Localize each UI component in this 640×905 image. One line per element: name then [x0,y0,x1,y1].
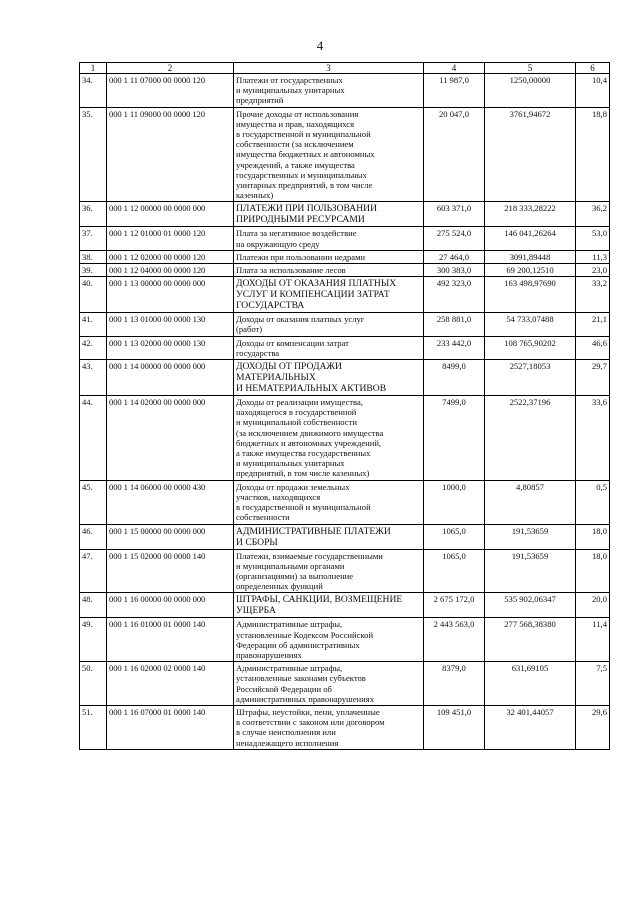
actual-amount-cell: 3761,94672 [485,107,576,202]
budget-code-cell: 000 1 12 04000 00 0000 120 [107,264,234,277]
budget-code-cell: 000 1 16 07000 01 0000 140 [107,705,234,749]
plan-amount-cell: 492 323,0 [424,277,485,313]
actual-amount-cell: 2527,18053 [485,360,576,396]
revenue-name-cell: Плата за использование лесов [234,264,424,277]
budget-code-cell: 000 1 12 01000 01 0000 120 [107,227,234,250]
revenue-name-cell: Административные штрафы, установленные Кодексом Российской Федерации об административных правонарушениях [234,618,424,662]
budget-code-cell: 000 1 13 01000 00 0000 130 [107,313,234,336]
revenue-name-cell: Административные штрафы, установленные законами субъектов Российской Федерации об административных правонарушениях [234,662,424,706]
revenue-name-cell: ДОХОДЫ ОТ ПРОДАЖИ МАТЕРИАЛЬНЫХ И НЕМАТЕРИАЛЬНЫХ АКТИВОВ [234,360,424,396]
actual-amount-cell: 3091,89448 [485,250,576,263]
execution-percent-cell: 33,2 [576,277,610,313]
actual-amount-cell: 631,69105 [485,662,576,706]
plan-amount-cell: 275 524,0 [424,227,485,250]
table-row [80,202,610,227]
revenue-name-cell: ДОХОДЫ ОТ ОКАЗАНИЯ ПЛАТНЫХ УСЛУГ И КОМПЕНСАЦИИ ЗАТРАТ ГОСУДАРСТВА [234,277,424,313]
table-row [80,250,610,263]
actual-amount-cell: 54 733,07488 [485,313,576,336]
plan-amount-cell: 1065,0 [424,524,485,549]
budget-code-cell: 000 1 11 07000 00 0000 120 [107,74,234,108]
budget-code-cell: 000 1 15 00000 00 0000 000 [107,524,234,549]
execution-percent-cell: 23,0 [576,264,610,277]
execution-percent-cell: 46,6 [576,336,610,359]
row-number-cell: 40. [80,277,107,313]
header-col-1: 1 [80,63,107,74]
revenue-name-cell: Платежи от государственных и муниципальных унитарных предприятий [234,74,424,108]
table-row [80,264,610,277]
plan-amount-cell: 20 047,0 [424,107,485,202]
actual-amount-cell: 146 041,26264 [485,227,576,250]
execution-percent-cell: 18,0 [576,549,610,593]
table-row [80,480,610,524]
budget-code-cell: 000 1 13 00000 00 0000 000 [107,277,234,313]
table-row [80,618,610,662]
row-number-cell: 47. [80,549,107,593]
row-number-cell: 49. [80,618,107,662]
plan-amount-cell: 7499,0 [424,396,485,481]
revenue-name-cell: Плата за негативное воздействие на окружающую среду [234,227,424,250]
revenue-name-cell: Штрафы, неустойки, пени, уплаченные в соответствии с законом или договором в случае неисполнения или ненадлежащего исполнения [234,705,424,749]
header-col-2: 2 [107,63,234,74]
table-row [80,662,610,706]
execution-percent-cell: 29,6 [576,705,610,749]
plan-amount-cell: 300 383,0 [424,264,485,277]
budget-code-cell: 000 1 12 00000 00 0000 000 [107,202,234,227]
execution-percent-cell: 53,0 [576,227,610,250]
actual-amount-cell: 1250,00000 [485,74,576,108]
execution-percent-cell: 11,4 [576,618,610,662]
plan-amount-cell: 1000,0 [424,480,485,524]
header-col-3: 3 [234,63,424,74]
row-number-cell: 46. [80,524,107,549]
row-number-cell: 51. [80,705,107,749]
table-body [80,74,610,750]
plan-amount-cell: 27 464,0 [424,250,485,263]
row-number-cell: 35. [80,107,107,202]
header-col-4: 4 [424,63,485,74]
revenue-name-cell: ШТРАФЫ, САНКЦИИ, ВОЗМЕЩЕНИЕ УЩЕРБА [234,593,424,618]
revenue-name-cell: Прочие доходы от использования имущества и прав, находящихся в государственной и муниципальной собственности (за исключением имущества бюджетных и автономных учреждений, а также имущества государственных и муниципальных унитарных предприятий, в том числе казенных) [234,107,424,202]
execution-percent-cell: 10,4 [576,74,610,108]
execution-percent-cell: 0,5 [576,480,610,524]
table-row [80,336,610,359]
budget-code-cell: 000 1 16 02000 02 0000 140 [107,662,234,706]
execution-percent-cell: 33,6 [576,396,610,481]
row-number-cell: 48. [80,593,107,618]
actual-amount-cell: 163 498,97690 [485,277,576,313]
actual-amount-cell: 108 765,90202 [485,336,576,359]
budget-code-cell: 000 1 15 02000 00 0000 140 [107,549,234,593]
row-number-cell: 43. [80,360,107,396]
plan-amount-cell: 2 443 563,0 [424,618,485,662]
plan-amount-cell: 603 371,0 [424,202,485,227]
actual-amount-cell: 4,80857 [485,480,576,524]
budget-code-cell: 000 1 11 09000 00 0000 120 [107,107,234,202]
header-col-5: 5 [485,63,576,74]
table-row [80,74,610,108]
table-row [80,396,610,481]
plan-amount-cell: 233 442,0 [424,336,485,359]
row-number-cell: 37. [80,227,107,250]
plan-amount-cell: 2 675 172,0 [424,593,485,618]
plan-amount-cell: 258 881,0 [424,313,485,336]
actual-amount-cell: 535 902,06347 [485,593,576,618]
row-number-cell: 50. [80,662,107,706]
row-number-cell: 45. [80,480,107,524]
table-row [80,593,610,618]
revenue-name-cell: ПЛАТЕЖИ ПРИ ПОЛЬЗОВАНИИ ПРИРОДНЫМИ РЕСУРСАМИ [234,202,424,227]
execution-percent-cell: 18,8 [576,107,610,202]
table-row [80,277,610,313]
header-col-6: 6 [576,63,610,74]
table-row [80,227,610,250]
execution-percent-cell: 20,0 [576,593,610,618]
actual-amount-cell: 2522,37196 [485,396,576,481]
table-row [80,107,610,202]
revenue-name-cell: Доходы от продажи земельных участков, находящихся в государственной и муниципальной собственности [234,480,424,524]
execution-percent-cell: 7,5 [576,662,610,706]
budget-code-cell: 000 1 16 00000 00 0000 000 [107,593,234,618]
budget-code-cell: 000 1 12 02000 00 0000 120 [107,250,234,263]
actual-amount-cell: 218 333,28222 [485,202,576,227]
table-row [80,313,610,336]
actual-amount-cell: 191,53659 [485,524,576,549]
row-number-cell: 38. [80,250,107,263]
revenue-name-cell: Доходы от компенсации затрат государства [234,336,424,359]
plan-amount-cell: 8379,0 [424,662,485,706]
execution-percent-cell: 29,7 [576,360,610,396]
row-number-cell: 36. [80,202,107,227]
row-number-cell: 41. [80,313,107,336]
execution-percent-cell: 11,3 [576,250,610,263]
budget-code-cell: 000 1 14 06000 00 0000 430 [107,480,234,524]
budget-code-cell: 000 1 14 02000 00 0000 000 [107,396,234,481]
row-number-cell: 34. [80,74,107,108]
plan-amount-cell: 1065,0 [424,549,485,593]
execution-percent-cell: 18,0 [576,524,610,549]
execution-percent-cell: 36,2 [576,202,610,227]
row-number-cell: 42. [80,336,107,359]
table-row [80,705,610,749]
table-header-row [80,63,610,74]
actual-amount-cell: 191,53659 [485,549,576,593]
budget-code-cell: 000 1 14 00000 00 0000 000 [107,360,234,396]
table-row [80,549,610,593]
page-number: 4 [316,38,324,53]
revenue-name-cell: Доходы от оказания платных услуг (работ) [234,313,424,336]
revenue-name-cell: Платежи, взимаемые государственными и муниципальными органами (организациями) за выполнение определенных функций [234,549,424,593]
budget-code-cell: 000 1 16 01000 01 0000 140 [107,618,234,662]
revenue-table [79,62,610,750]
actual-amount-cell: 69 200,12510 [485,264,576,277]
row-number-cell: 44. [80,396,107,481]
table-row [80,360,610,396]
revenue-name-cell: Платежи при пользовании недрами [234,250,424,263]
plan-amount-cell: 8499,0 [424,360,485,396]
plan-amount-cell: 109 451,0 [424,705,485,749]
plan-amount-cell: 11 987,0 [424,74,485,108]
table-row [80,524,610,549]
actual-amount-cell: 32 401,44057 [485,705,576,749]
budget-code-cell: 000 1 13 02000 00 0000 130 [107,336,234,359]
actual-amount-cell: 277 568,38380 [485,618,576,662]
row-number-cell: 39. [80,264,107,277]
revenue-name-cell: Доходы от реализации имущества, находящегося в государственной и муниципальной собственности (за исключением движимого имущества бюджетных и автономных учреждений, а также имущества государственных и муниципальных унитарных предприятий, в том числе казенных) [234,396,424,481]
revenue-name-cell: АДМИНИСТРАТИВНЫЕ ПЛАТЕЖИ И СБОРЫ [234,524,424,549]
execution-percent-cell: 21,1 [576,313,610,336]
